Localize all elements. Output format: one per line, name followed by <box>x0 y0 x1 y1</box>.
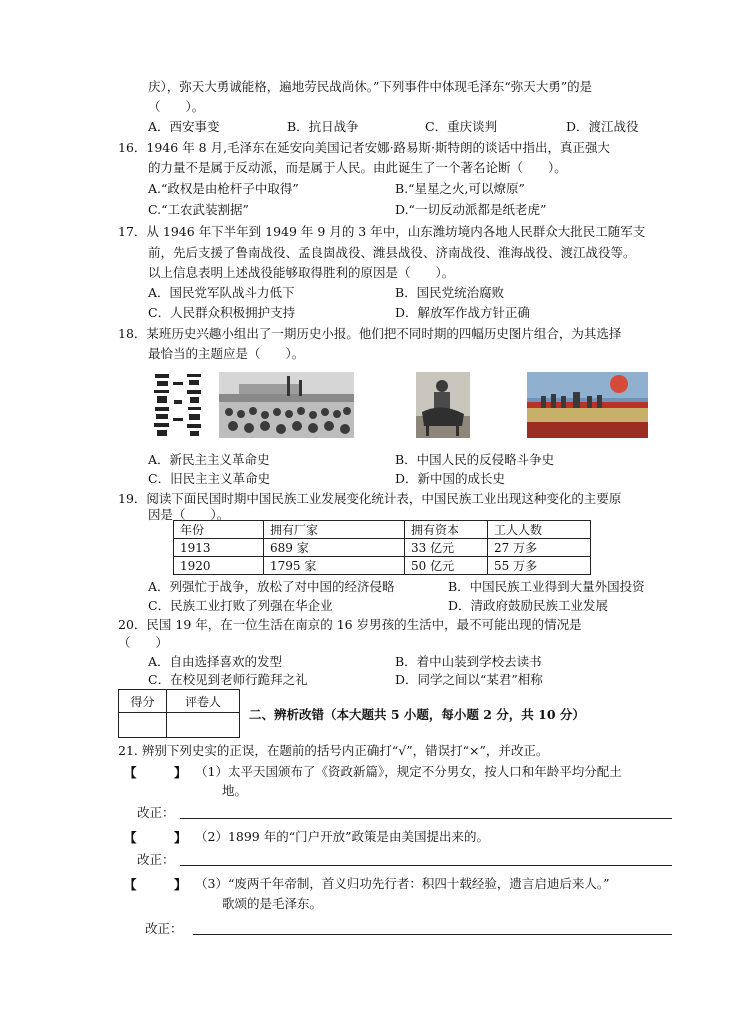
table-cell: 27 万多 <box>488 539 591 557</box>
q20-text-line-1: 20．民国 19 年，在一位生活在南京的 16 岁男孩的生活中，最不可能出现的情况是 <box>118 617 582 632</box>
table-cell: 1795 家 <box>264 557 405 575</box>
table-header-cell: 拥有厂家 <box>264 521 405 539</box>
q15-option-a: A．西安事变 <box>148 119 220 134</box>
q15-option-b: B．抗日战争 <box>287 119 359 134</box>
q21-item3-fix-line[interactable] <box>193 934 672 935</box>
table-cell: 689 家 <box>264 539 405 557</box>
table-row <box>174 557 591 575</box>
q17-text-line-3: 以上信息表明上述战役能够取得胜利的原因是（ ）。 <box>148 265 455 280</box>
q18-option-a: A．新民主主义革命史 <box>148 452 270 467</box>
q21-item2-fix-line[interactable] <box>180 865 672 866</box>
q17-option-d: D．解放军作战方针正确 <box>395 305 531 320</box>
table-cell: 1920 <box>174 557 264 575</box>
q21-item1-line-2: 地。 <box>222 783 248 798</box>
q21-item1-fix-label: 改正： <box>137 805 175 820</box>
q21-item2-fix-label: 改正： <box>137 852 175 867</box>
q17-option-b: B．国民党统治腐败 <box>395 285 505 300</box>
q19-option-b: B．中国民族工业得到大量外国投资 <box>448 579 645 594</box>
table-cell: 50 亿元 <box>405 557 488 575</box>
q16-option-d: D.“一切反动派都是纸老虎” <box>395 202 547 217</box>
painting-founding-ceremony <box>527 372 648 438</box>
grader-label: 评卷人 <box>167 690 240 713</box>
q18-option-c: C．旧民主主义革命史 <box>148 471 271 486</box>
table-header-cell: 年份 <box>174 521 264 539</box>
q21-item3-answer-bracket[interactable]: 【 】 <box>124 877 187 892</box>
q16-option-a: A.“政权是由枪杆子中取得” <box>148 181 299 196</box>
q17-text-line-2: 前，先后支援了鲁南战役、孟良崮战役、潍县战役、济南战役、淮海战役、渡江战役等。 <box>148 245 636 260</box>
q18-text-line-2: 最恰当的主题应是（ ）。 <box>148 346 305 361</box>
q16-text-line-2: 的力量不是属于反动派，而是属于人民。由此诞生了一个著名论断（ ）。 <box>148 160 567 175</box>
q19-text-line-1: 19．阅读下面民国时期中国民族工业发展变化统计表，中国民族工业出现这种变化的主要原 <box>118 491 622 506</box>
q17-text-line-1: 17．从 1946 年下半年到 1949 年 9 月的 3 年中，山东潍坊境内各地人民群众大批民工随军支 <box>118 224 646 239</box>
q20-option-a: A．自由选择喜欢的发型 <box>148 654 283 669</box>
q21-item1-fix-line[interactable] <box>180 818 672 819</box>
table-header-cell: 拥有资本 <box>405 521 488 539</box>
industry-stats-table <box>173 520 591 575</box>
q21-item2-line-1: （2）1899 年的“门户开放”政策是由美国提出来的。 <box>195 829 490 844</box>
q15-option-c: C．重庆谈判 <box>425 119 498 134</box>
score-box <box>118 689 240 738</box>
q18-text-line-1: 18．某班历史兴趣小组出了一期历史小报。他们把不同时期的四幅历史图片组合，为其选择 <box>118 326 622 341</box>
score-input-cell[interactable] <box>119 713 167 738</box>
q21-intro: 21. 辨别下列史实的正误，在题前的括号内正确打“√”，错误打“×”，并改正。 <box>118 743 549 758</box>
table-cell: 55 万多 <box>488 557 591 575</box>
table-header-row <box>174 521 591 539</box>
table-row <box>174 539 591 557</box>
q18-option-d: D．新中国的成长史 <box>395 471 506 486</box>
q15-option-d: D．渡江战役 <box>566 119 639 134</box>
grader-input-cell[interactable] <box>167 713 240 738</box>
q21-item3-line-2: 歌颂的是毛泽东。 <box>222 896 323 911</box>
q21-item1-line-1: （1）太平天国颁布了《资政新篇》，规定不分男女，按人口和年龄平均分配土 <box>195 764 622 779</box>
q21-item3-line-1: （3）“废两千年帝制，首义归功先行者：积四十载经验，遗言启迪后来人。” <box>195 876 610 891</box>
q16-option-c: C.“工农武装割据” <box>148 202 249 217</box>
q15-answer-blank: （ ）。 <box>148 99 205 114</box>
q19-option-d: D．清政府鼓励民族工业发展 <box>448 598 609 613</box>
table-cell: 33 亿元 <box>405 539 488 557</box>
q20-text-line-2: （ ） <box>118 635 169 650</box>
q21-item3-fix-label: 改正： <box>145 921 183 936</box>
q16-option-b: B.“星星之火,可以燎原” <box>395 181 525 196</box>
q17-option-c: C．人民群众积极拥护支持 <box>148 305 296 320</box>
q20-option-c: C．在校见到老师行跪拜之礼 <box>148 672 308 687</box>
score-label: 得分 <box>119 690 167 713</box>
q19-option-c: C．民族工业打败了列强在华企业 <box>148 598 333 613</box>
q19-option-a: A．列强忙于战争，放松了对中国的经济侵略 <box>148 579 395 594</box>
q19-text-line-2: 因是（ ）。 <box>148 507 230 522</box>
q16-text-line-1: 16．1946 年 8 月,毛泽东在延安向美国记者安娜·路易斯·斯特朗的谈话中指出，真正强大 <box>118 140 611 155</box>
q21-item1-answer-bracket[interactable]: 【 】 <box>124 765 187 780</box>
q21-item2-answer-bracket[interactable]: 【 】 <box>124 830 187 845</box>
historical-photo-rider <box>416 372 470 438</box>
q17-option-a: A．国民党军队战斗力低下 <box>148 285 295 300</box>
table-header-cell: 工人人数 <box>488 521 591 539</box>
q20-option-d: D．同学之间以“某君”相称 <box>395 672 543 687</box>
historical-photo-crowd <box>219 372 354 438</box>
calligraphy-image <box>147 370 209 440</box>
q15-text-line: 庆），弥天大勇诚能格，遍地劳民战尚休。”下列事件中体现毛泽东“弥天大勇”的是 <box>148 79 593 94</box>
q18-option-b: B．中国人民的反侵略斗争史 <box>395 452 555 467</box>
table-cell: 1913 <box>174 539 264 557</box>
q20-option-b: B．着中山装到学校去读书 <box>395 654 542 669</box>
section-2-heading: 二、辨析改错（本大题共 5 小题，每小题 2 分，共 10 分） <box>249 707 585 722</box>
